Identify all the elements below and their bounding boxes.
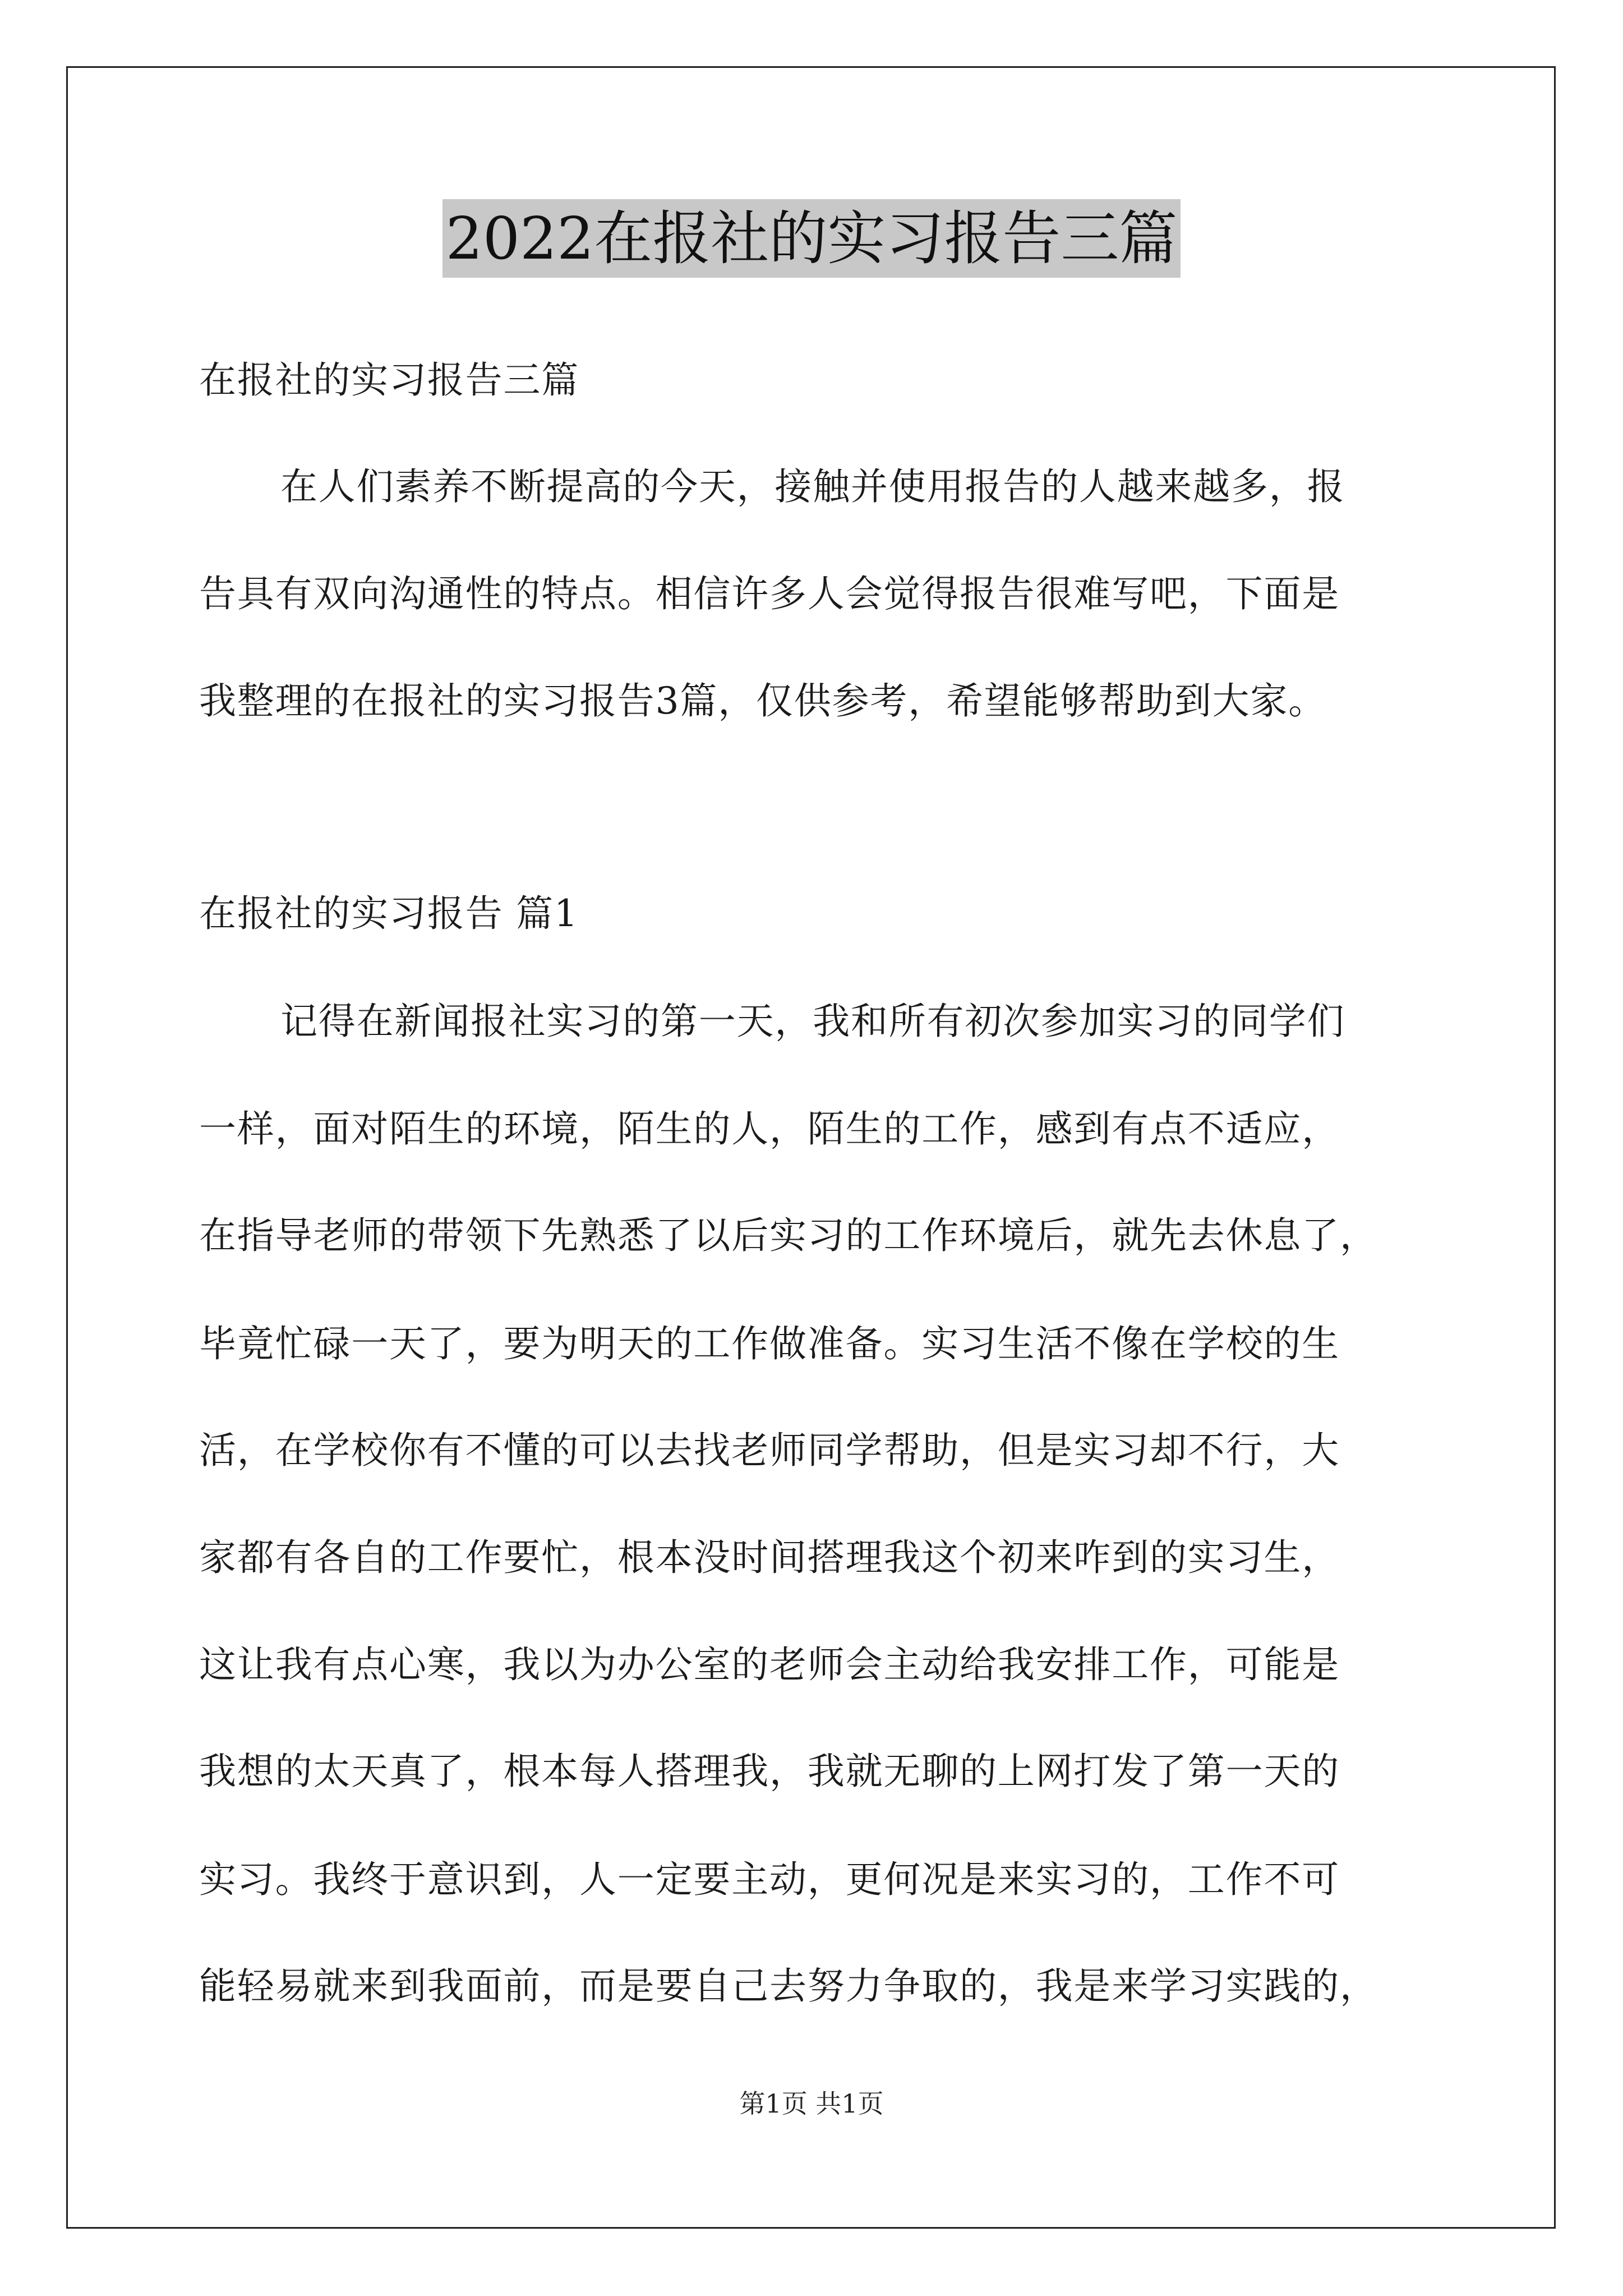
body-line-10: 能轻易就来到我面前，而是要自己去努力争取的，我是来学习实践的， xyxy=(199,1964,1378,2008)
body-line-4: 毕竟忙碌一天了，要为明天的工作做准备。实习生活不像在学校的生 xyxy=(199,1322,1340,1365)
title-container xyxy=(0,199,1623,278)
intro-line-3: 我整理的在报社的实习报告3篇，仅供参考，希望能够帮助到大家。 xyxy=(199,679,1326,723)
body-line-7: 这让我有点心寒，我以为办公室的老师会主动给我安排工作，可能是 xyxy=(199,1643,1340,1686)
body-line-2: 一样，面对陌生的环境，陌生的人，陌生的工作，感到有点不适应， xyxy=(199,1107,1340,1151)
document-title: 2022在报社的实习报告三篇 xyxy=(442,199,1181,278)
page-footer: 第1页 共1页 xyxy=(739,2088,884,2119)
body-line-8: 我想的太天真了，根本每人搭理我，我就无聊的上网打发了第一天的 xyxy=(199,1750,1340,1793)
section-heading: 在报社的实习报告 篇1 xyxy=(199,892,579,935)
body-line-6: 家都有各自的工作要忙，根本没时间搭理我这个初来咋到的实习生， xyxy=(199,1536,1340,1579)
intro-line-2: 告具有双向沟通性的特点。相信许多人会觉得报告很难写吧，下面是 xyxy=(199,572,1340,615)
body-line-1: 记得在新闻报社实习的第一天，我和所有初次参加实习的同学们 xyxy=(280,1000,1345,1043)
body-line-5: 活，在学校你有不懂的可以去找老师同学帮助，但是实习却不行，大 xyxy=(199,1429,1340,1472)
body-line-3: 在指导老师的带领下先熟悉了以后实习的工作环境后，就先去休息了， xyxy=(199,1214,1378,1257)
intro-line-1: 在人们素养不断提高的今天，接触并使用报告的人越来越多，报 xyxy=(280,465,1345,508)
body-line-9: 实习。我终于意识到，人一定要主动，更何况是来实习的，工作不可 xyxy=(199,1858,1340,1901)
document-subtitle: 在报社的实习报告三篇 xyxy=(199,358,579,402)
